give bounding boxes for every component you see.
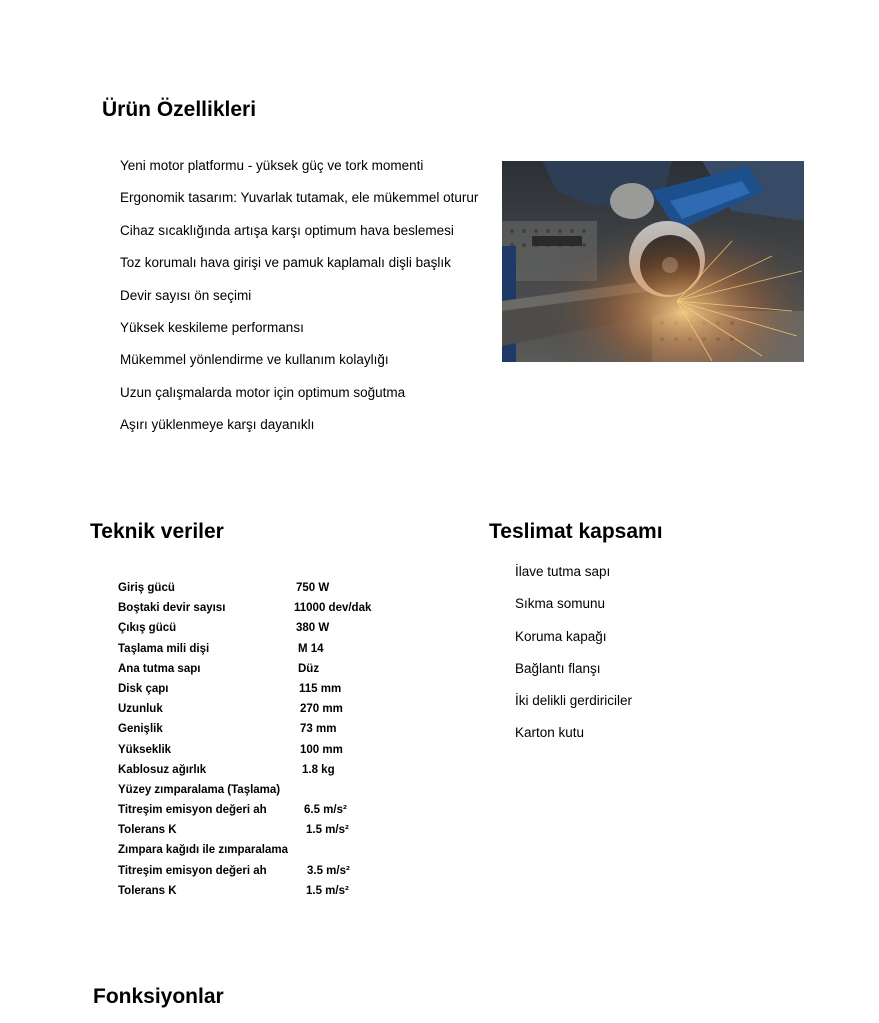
spec-label: Boştaki devir sayısı: [118, 602, 226, 615]
spec-label: Titreşim emisyon değeri ah: [118, 864, 267, 877]
spec-row: [118, 743, 418, 763]
spec-value: 73 mm: [300, 723, 337, 736]
product-photo: [502, 161, 804, 362]
spec-value: 750 W: [296, 582, 330, 594]
spec-label: Disk çapı: [118, 682, 169, 695]
feature-item: Toz korumalı hava girişi ve pamuk kaplamalı dişli başlık: [120, 255, 451, 271]
spec-value: 1.5 m/s²: [306, 824, 349, 837]
scope-item: Sıkma somunu: [515, 596, 606, 612]
spec-value: 11000 dev/dak: [294, 602, 372, 615]
spec-row: [118, 722, 418, 742]
scope-title: Teslimat kapsamı: [489, 520, 663, 543]
spec-row: [118, 702, 418, 722]
spec-value: 380 W: [296, 622, 330, 635]
spec-row: [118, 823, 418, 843]
spec-value: Düz: [298, 662, 320, 675]
technical-title: Teknik veriler: [90, 520, 224, 543]
spec-value: 270 mm: [300, 703, 343, 716]
technical-specs-table: [118, 581, 418, 904]
spec-row: [118, 803, 418, 823]
scope-item: Koruma kapağı: [515, 628, 607, 644]
spec-label: Tolerans K: [118, 824, 177, 837]
spec-label: Tolerans K: [118, 884, 177, 897]
angle-grinder-cutting-photo-icon: [502, 161, 804, 362]
feature-item: Aşırı yüklenmeye karşı dayanıklı: [120, 417, 315, 433]
scope-item: İlave tutma sapı: [515, 564, 611, 579]
features-list: [120, 158, 478, 450]
spec-value: 6.5 m/s²: [304, 804, 347, 817]
spec-label: Zımpara kağıdı ile zımparalama: [118, 844, 289, 857]
spec-label: Giriş gücü: [118, 582, 175, 594]
spec-value: 1.8 kg: [302, 763, 335, 776]
spec-label: Ana tutma sapı: [118, 662, 201, 675]
spec-label: Yüzey zımparalama (Taşlama): [118, 783, 281, 796]
spec-row: [118, 884, 418, 904]
spec-value: 3.5 m/s²: [307, 864, 350, 877]
spec-row: [118, 601, 418, 621]
spec-row: [118, 763, 418, 783]
spec-value: 115 mm: [299, 682, 342, 695]
feature-item: Cihaz sıcaklığında artışa karşı optimum hava beslemesi: [120, 222, 454, 238]
feature-item: Yeni motor platformu - yüksek güç ve tork momenti: [120, 158, 424, 173]
feature-item: Devir sayısı ön seçimi: [120, 287, 252, 303]
spec-value: 1.5 m/s²: [306, 884, 349, 897]
spec-label: Kablosuz ağırlık: [118, 763, 207, 776]
spec-label: Uzunluk: [118, 703, 163, 716]
spec-row: [118, 642, 418, 662]
feature-item: Uzun çalışmalarda motor için optimum soğutma: [120, 384, 406, 400]
spec-label: Titreşim emisyon değeri ah: [118, 804, 267, 817]
scope-item: Karton kutu: [515, 725, 585, 741]
spec-value: M 14: [298, 642, 324, 655]
functions-title: Fonksiyonlar: [93, 985, 224, 1008]
spec-row: [118, 682, 418, 702]
spec-section-heading: [118, 843, 418, 863]
spec-label: Yükseklik: [118, 743, 172, 756]
spec-row: [118, 864, 418, 884]
feature-item: Yüksek keskileme performansı: [120, 319, 304, 335]
spec-label: Taşlama mili dişi: [118, 642, 210, 655]
spec-row: [118, 621, 418, 641]
scope-item: İki delikli gerdiriciler: [515, 693, 633, 709]
feature-item: Mükemmel yönlendirme ve kullanım kolaylığı: [120, 352, 389, 368]
feature-item: Ergonomik tasarım: Yuvarlak tutamak, ele mükemmel oturur: [120, 190, 479, 206]
spec-section-heading: [118, 783, 418, 803]
spec-row: [118, 662, 418, 682]
spec-row: [118, 581, 418, 601]
spec-value: 100 mm: [300, 743, 343, 756]
features-title: Ürün Özellikleri: [102, 98, 257, 121]
spec-label: Genişlik: [118, 723, 163, 736]
spec-label: Çıkış gücü: [118, 622, 177, 635]
scope-item: Bağlantı flanşı: [515, 660, 601, 676]
scope-list: [515, 564, 632, 758]
